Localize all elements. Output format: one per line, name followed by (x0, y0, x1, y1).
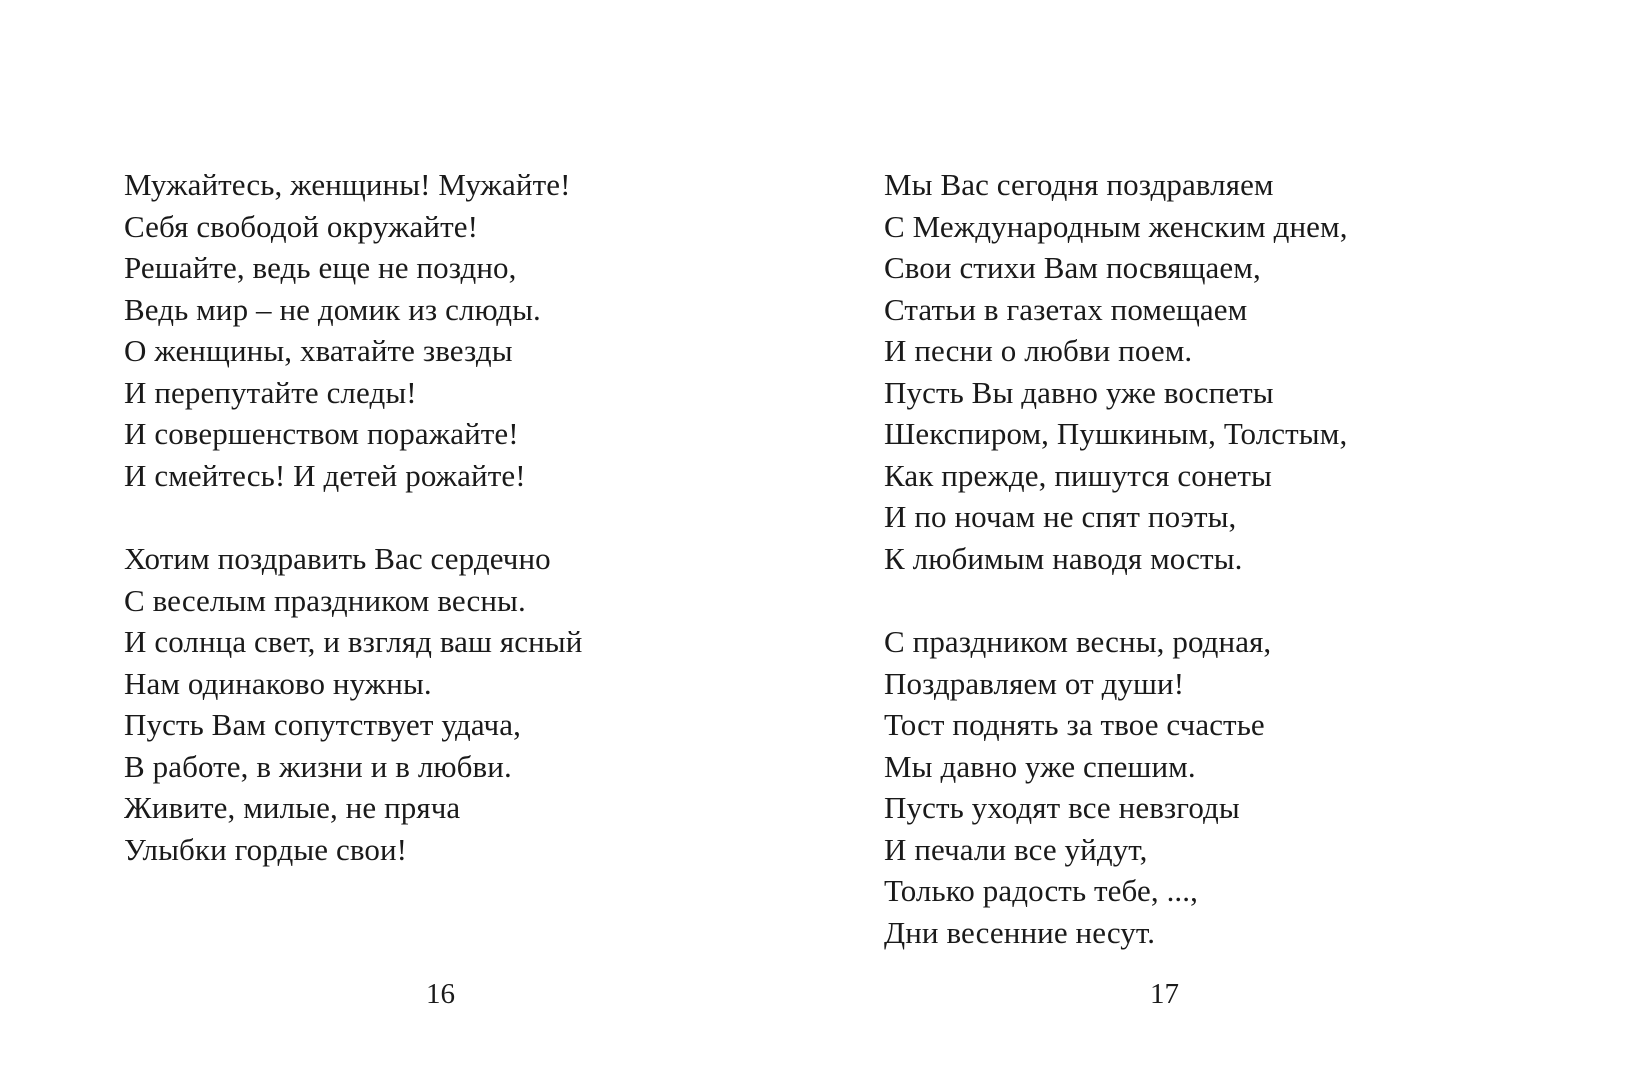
verse-line: Мы давно уже спешим. (884, 748, 1196, 784)
verse-line: Ведь мир – не домик из слюды. (124, 291, 541, 327)
verse-line: Мужайтесь, женщины! Мужайте! (124, 167, 571, 202)
poem-column-left (124, 164, 582, 870)
verse-line: Живите, милые, не пряча (124, 790, 461, 825)
verse-line: Улыбки гордые свои! (124, 831, 408, 867)
page-right (820, 0, 1641, 1080)
page-number: 16 (426, 978, 455, 1010)
verse-line: И смейтесь! И детей рожайте! (124, 457, 526, 493)
verse-line: Только радость тебе, ..., (884, 873, 1198, 908)
verse-line: С веселым праздником весны. (124, 582, 526, 618)
verse-line: Шекспиром, Пушкиным, Толстым, (884, 416, 1348, 451)
stanza (124, 538, 582, 870)
verse-line: Хотим поздравить Вас сердечно (124, 541, 551, 576)
verse-line: С Международным женским днем, (884, 208, 1348, 244)
verse-line: Поздравляем от души! (884, 665, 1185, 701)
verse-line: Свои стихи Вам посвящаем, (884, 250, 1261, 285)
verse-line: Себя свободой окружайте! (124, 208, 479, 244)
page-number: 17 (1150, 978, 1179, 1010)
verse-line: И по ночам не спят поэты, (884, 499, 1237, 534)
verse-line: Статьи в газетах помещаем (884, 291, 1248, 327)
verse-line: Пусть уходят все невзгоды (884, 790, 1240, 825)
stanza (124, 164, 582, 496)
verse-line: В работе, в жизни и в любви. (124, 748, 512, 784)
stanza (884, 164, 1348, 579)
verse-line: Как прежде, пишутся сонеты (884, 457, 1272, 493)
verse-line: Тост поднять за твое счастье (884, 707, 1265, 742)
verse-line: И солнца свет, и взгляд ваш ясный (124, 624, 583, 659)
verse-line: И песни о любви поем. (884, 333, 1193, 368)
verse-line: К любимым наводя мосты. (884, 540, 1243, 576)
verse-line: Дни весенние несут. (884, 914, 1156, 950)
poem-column-right (884, 164, 1348, 953)
stanza (884, 621, 1348, 953)
verse-line: С праздником весны, родная, (884, 624, 1272, 659)
verse-line: Решайте, ведь еще не поздно, (124, 250, 517, 285)
verse-line: Пусть Вам сопутствует удача, (124, 707, 521, 742)
verse-line: И совершенством поражайте! (124, 416, 519, 451)
verse-line: И перепутайте следы! (124, 374, 417, 410)
verse-line: И печали все уйдут, (884, 831, 1148, 867)
verse-line: О женщины, хватайте звезды (124, 333, 513, 368)
verse-line: Мы Вас сегодня поздравляем (884, 167, 1274, 202)
verse-line: Пусть Вы давно уже воспеты (884, 374, 1274, 410)
verse-line: Нам одинаково нужны. (124, 665, 432, 701)
page-left (0, 0, 820, 1080)
